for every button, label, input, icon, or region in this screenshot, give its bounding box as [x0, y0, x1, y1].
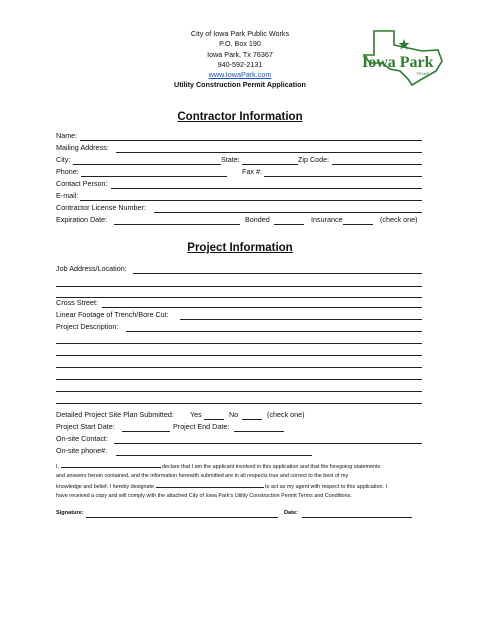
- declaration-line-1: I, declare that I am the applicant involved in this application and that the foregoing statements: [56, 461, 426, 472]
- phone-field[interactable]: [81, 176, 227, 177]
- bonded-label: Bonded: [245, 215, 270, 224]
- description-row: [56, 322, 422, 333]
- fax-field[interactable]: [264, 176, 422, 177]
- no-label: No: [229, 410, 239, 419]
- description-line-7[interactable]: [56, 403, 422, 404]
- fax-label: Fax #:: [242, 167, 262, 176]
- description-line-4[interactable]: [56, 367, 422, 368]
- linear-footage-field[interactable]: [180, 319, 422, 320]
- logo-wordmark: Iowa Park: [362, 54, 434, 71]
- job-address-label: Job Address/Location:: [56, 264, 127, 273]
- description-line-3[interactable]: [56, 355, 422, 356]
- site-plan-no-field[interactable]: [242, 419, 262, 420]
- agent-name-field[interactable]: [156, 481, 264, 488]
- email-label: E-mail:: [56, 191, 79, 200]
- onsite-phone-row: [56, 446, 422, 457]
- phone-label: Phone:: [56, 167, 79, 176]
- job-address-field[interactable]: [133, 273, 422, 274]
- expiration-label: Expiration Date:: [56, 215, 108, 224]
- signature-row: [56, 510, 426, 519]
- footage-label: Linear Footage of Trench/Bore Cut:: [56, 310, 169, 319]
- email-row: [56, 191, 422, 202]
- onsite-contact-row: [56, 434, 422, 445]
- signature-date-field[interactable]: [302, 517, 412, 518]
- zip-label: Zip Code:: [298, 155, 330, 164]
- onsite-phone-label: On-site phone#:: [56, 446, 108, 455]
- start-date-label: Project Start Date:: [56, 422, 115, 431]
- signature-field[interactable]: [86, 517, 278, 518]
- signature-label: Signature:: [56, 510, 84, 516]
- site-plan-row: [56, 410, 422, 421]
- dates-row: [56, 422, 422, 433]
- applicant-name-field[interactable]: [61, 461, 161, 468]
- onsite-contact-field[interactable]: [114, 443, 422, 444]
- yes-label: Yes: [190, 410, 202, 419]
- license-row: [56, 203, 422, 214]
- email-field[interactable]: [80, 200, 422, 201]
- job-address-row: [56, 264, 422, 275]
- iowa-park-logo: [360, 27, 452, 87]
- form-title: Utility Construction Permit Application: [174, 80, 306, 90]
- contractor-heading: Contractor Information: [177, 111, 303, 123]
- expiration-date-field[interactable]: [114, 224, 240, 225]
- name-row: [56, 131, 422, 142]
- site-plan-yes-field[interactable]: [204, 419, 224, 420]
- letterhead: [120, 29, 360, 91]
- description-line-5[interactable]: [56, 379, 422, 380]
- mailing-row: [56, 143, 422, 154]
- license-label: Contractor License Number:: [56, 203, 146, 212]
- date-label: Date:: [284, 510, 298, 516]
- end-date-field[interactable]: [234, 431, 284, 432]
- end-date-label: Project End Date:: [173, 422, 230, 431]
- zip-field[interactable]: [332, 164, 422, 165]
- cross-street-row: [56, 298, 422, 309]
- mailing-address-field[interactable]: [116, 152, 422, 153]
- contact-label: Contact Person:: [56, 179, 108, 188]
- expiration-row: [56, 215, 422, 226]
- footage-row: [56, 310, 422, 321]
- contact-person-field[interactable]: [111, 188, 422, 189]
- city-field[interactable]: [73, 164, 221, 165]
- description-label: Project Description:: [56, 322, 119, 331]
- name-label: Name:: [56, 131, 78, 140]
- cross-street-label: Cross Street:: [56, 298, 98, 307]
- state-field[interactable]: [242, 164, 298, 165]
- city-state-zip: Iowa Park, Tx 76367: [207, 49, 273, 59]
- logo-tagline: TEXAS: [416, 71, 430, 76]
- city-label: City:: [56, 155, 71, 164]
- license-number-field[interactable]: [154, 212, 422, 213]
- contact-row: [56, 179, 422, 190]
- name-field[interactable]: [80, 140, 422, 141]
- insurance-label: Insurance: [311, 215, 343, 224]
- po-box: P.O. Box 190: [219, 39, 261, 49]
- project-description-field[interactable]: [126, 331, 422, 332]
- declaration-line-4: have received a copy and will comply with the attached City of Iowa Park's Utility Construction Permit Terms and Conditions.: [56, 492, 352, 499]
- state-label: State:: [221, 155, 240, 164]
- cross-street-field[interactable]: [102, 307, 422, 308]
- check-one-note: (check one): [380, 215, 418, 224]
- mailing-label: Mailing Address:: [56, 143, 109, 152]
- job-address-line-2[interactable]: [56, 286, 422, 287]
- declaration-line-2: and answers herein contained, and the information herewith submitted are in all respects true and correct to the best of my: [56, 472, 349, 479]
- org-name: City of Iowa Park Public Works: [190, 29, 290, 38]
- phone-row: [56, 167, 422, 178]
- project-heading: Project Information: [187, 242, 293, 254]
- site-plan-check-one: (check one): [267, 410, 305, 419]
- onsite-contact-label: On-site Contact:: [56, 434, 108, 443]
- site-plan-label: Detailed Project Site Plan Submitted:: [56, 410, 174, 419]
- description-line-6[interactable]: [56, 391, 422, 392]
- city-row: [56, 155, 422, 166]
- start-date-field[interactable]: [122, 431, 170, 432]
- website-link[interactable]: www.IowaPark.com: [208, 70, 272, 80]
- office-phone: 940-592-2131: [217, 59, 263, 69]
- declaration-text: [56, 461, 426, 501]
- declaration-line-3: knowledge and belief. I hereby designate to act as my agent with respect to this application. I: [56, 481, 426, 492]
- insurance-check-field[interactable]: [343, 224, 373, 225]
- description-line-2[interactable]: [56, 343, 422, 344]
- onsite-phone-field[interactable]: [116, 455, 312, 456]
- bonded-check-field[interactable]: [274, 224, 304, 225]
